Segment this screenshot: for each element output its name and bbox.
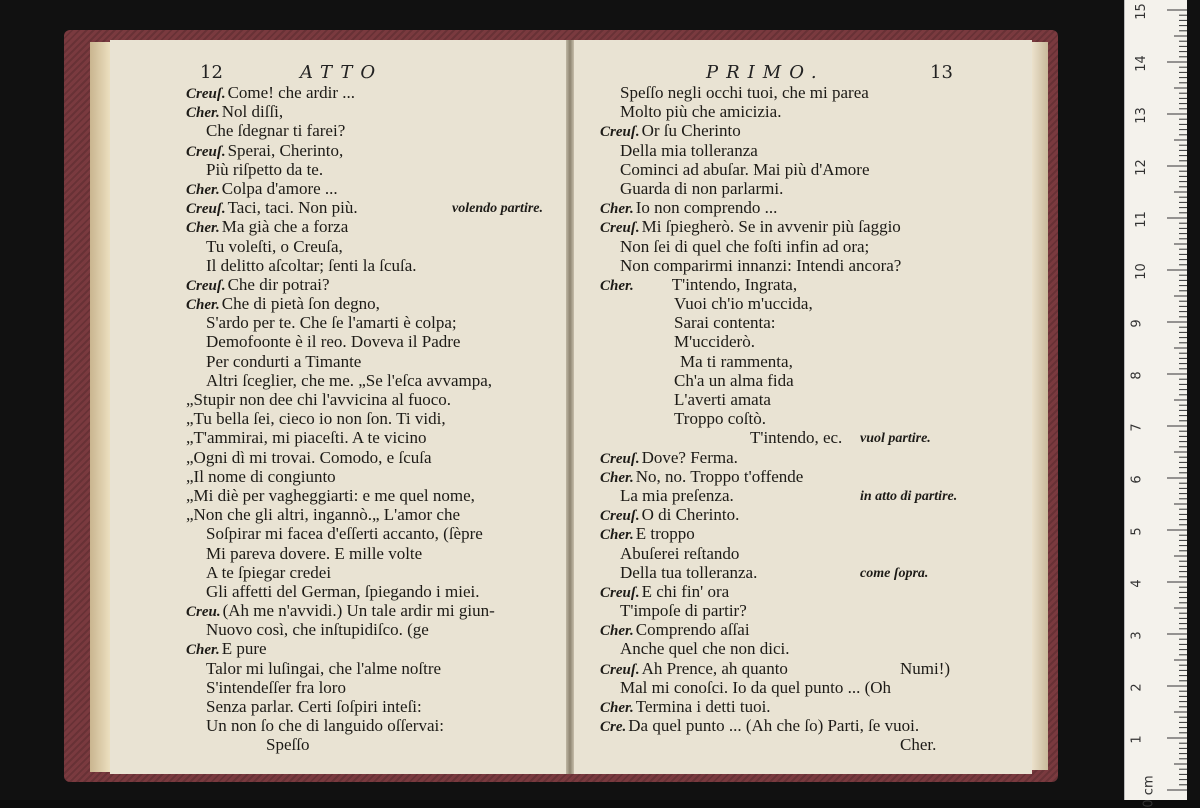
text-line <box>600 563 1030 582</box>
text-line <box>186 332 566 351</box>
ruler-label: 10 <box>1133 263 1149 280</box>
aside-text: Numi!) <box>900 658 951 678</box>
verse-text: Nol diſſi, <box>221 102 284 122</box>
verse-text: Che ſdegnar ti farei? <box>206 121 346 141</box>
text-line <box>186 121 566 140</box>
text-line <box>600 217 1030 236</box>
ruler-label: 2 <box>1129 683 1145 692</box>
verse-text: Della tua tolleranza. <box>620 562 758 582</box>
text-line <box>600 524 1030 543</box>
verse-text: T'intendo, ec. <box>750 428 843 448</box>
speaker-name: Creu. <box>186 604 221 621</box>
verse-text: (Ah me n'avvidi.) Un tale ardir mi giun- <box>222 601 495 621</box>
speaker-name: Cher. <box>186 642 220 659</box>
verse-text: „Stupir non dee chi l'avvicina al fuoco. <box>186 390 452 409</box>
verse-text: S'ardo per te. Che ſe l'amarti è colpa; <box>206 313 457 333</box>
text-line <box>186 102 566 121</box>
verse-text: „Non che gli altri, ingannò.„ L'amor che <box>186 505 461 525</box>
text-line <box>600 544 1030 563</box>
speaker-name: Creuſ. <box>600 584 640 601</box>
verse-text: Anche quel che non dici. <box>620 639 790 659</box>
ruler-label: 6 <box>1129 475 1145 484</box>
verse-text: Vuoi ch'io m'uccida, <box>674 294 813 314</box>
text-line <box>186 678 566 697</box>
verse-text: Taci, taci. Non più. <box>227 198 358 218</box>
verse-text: Io non comprendo ... <box>635 198 778 218</box>
measurement-ruler <box>1124 0 1187 808</box>
ruler-label: 4 <box>1129 579 1145 588</box>
verse-text: Altri ſceglier, che me. „Se l'eſca avvampa, <box>206 370 493 390</box>
speaker-name: Cher. <box>600 623 634 640</box>
ruler-label: 14 <box>1133 55 1149 72</box>
speaker-name: Creuſ. <box>186 86 226 102</box>
text-line <box>600 659 1030 678</box>
verse-text: Mi pareva dovere. E mille volte <box>206 543 423 563</box>
verse-text: Colpa d'amore ... <box>221 178 338 198</box>
speaker-name: Creuſ. <box>600 124 640 141</box>
text-line <box>600 582 1030 601</box>
verse-text: Mi ſpiegherò. Se in avvenir più ſaggio <box>641 217 901 237</box>
text-line <box>600 179 1030 198</box>
speaker-name: Creuſ. <box>186 277 226 294</box>
text-line <box>186 179 566 198</box>
verse-text: Un non ſo che di languido oſſervai: <box>206 716 444 736</box>
left-running-title: ATTO <box>300 62 384 83</box>
text-line <box>186 390 566 409</box>
verse-text: Non comparirmi innanzi: Intendi ancora? <box>620 255 902 275</box>
verse-text: „Il nome di congiunto <box>186 466 336 486</box>
speaker-name: Cre. <box>600 719 627 736</box>
speaker-name: Cher. <box>186 297 220 314</box>
verse-text: Più riſpetto da te. <box>206 159 324 179</box>
verse-text: A te ſpiegar credei <box>206 562 332 582</box>
stage-direction: volendo partire. <box>452 201 543 217</box>
ruler-label: 11 <box>1133 211 1149 228</box>
speaker-name: Creuſ. <box>600 450 640 467</box>
text-line <box>600 121 1030 140</box>
verse-text: S'intendeſſer fra loro <box>206 677 346 697</box>
text-line <box>600 313 1030 332</box>
stage-direction: vuol partire. <box>860 431 931 447</box>
verse-text: Ch'a un alma fida <box>674 370 794 390</box>
text-line <box>186 735 566 754</box>
verse-text: „Mi diè per vagheggiarti: e me quel nome, <box>186 485 475 505</box>
text-line <box>186 294 566 313</box>
verse-text: Mal mi conoſci. Io da quel punto ... (Oh <box>620 677 892 697</box>
text-line <box>600 332 1030 351</box>
verse-text: Sarai contenta: <box>674 313 776 333</box>
verse-text: Nuovo così, che inſtupidiſco. (ge <box>206 620 429 640</box>
verse-text: No, no. Troppo t'offende <box>635 466 804 486</box>
text-line <box>186 620 566 639</box>
verse-text: Abuſerei reſtando <box>620 543 740 563</box>
text-line <box>186 486 566 505</box>
verse-text: Il delitto aſcoltar; ſenti la ſcuſa. <box>206 255 417 275</box>
text-line <box>600 237 1030 256</box>
text-line <box>600 735 1030 754</box>
verse-text: Che di pietà ſon degno, <box>221 294 380 314</box>
ruler-label: 8 <box>1129 371 1145 380</box>
text-line <box>186 582 566 601</box>
verse-text: Sperai, Cherinto, <box>227 140 344 160</box>
verse-text: E troppo <box>635 524 695 544</box>
verse-text: Ah Prence, ah quanto <box>641 658 788 678</box>
text-line <box>186 716 566 735</box>
text-line <box>600 601 1030 620</box>
text-line <box>600 390 1030 409</box>
text-line <box>600 448 1030 467</box>
verse-text: Speſſo negli occhi tuoi, che mi parea <box>620 83 869 102</box>
text-line <box>600 371 1030 390</box>
text-line <box>186 83 566 102</box>
ruler-label: 1 <box>1129 735 1145 744</box>
text-line <box>600 505 1030 524</box>
verse-text: Demofoonte è il reo. Doveva il Padre <box>206 332 461 352</box>
verse-text: Termina i detti tuoi. <box>635 697 771 716</box>
speaker-name: Creuſ. <box>600 508 640 525</box>
speaker-name: Creuſ. <box>186 201 226 218</box>
verse-text: M'ucciderò. <box>674 332 755 352</box>
text-line <box>600 716 1030 735</box>
speaker-name: Cher. <box>600 201 634 218</box>
verse-text: Molto più che amicizia. <box>620 102 782 122</box>
ruler-label: 12 <box>1133 159 1149 176</box>
text-line <box>186 371 566 390</box>
text-line <box>186 198 566 217</box>
verse-text: E chi fin' ora <box>641 581 730 601</box>
verse-text: Or ſu Cherinto <box>641 121 741 141</box>
verse-text: Da quel punto ... (Ah che ſo) Parti, ſe vuoi. <box>628 716 920 736</box>
right-page-number: 13 <box>930 62 953 83</box>
verse-text: Talor mi luſingai, che l'alme noſtre <box>206 658 442 678</box>
verse-text: Che dir potrai? <box>227 274 330 294</box>
speaker-name: Cher. <box>186 220 220 237</box>
text-line <box>186 141 566 160</box>
verse-text: Non ſei di quel che foſti infin ad ora; <box>620 236 870 256</box>
verse-text: Ma ti rammenta, <box>680 351 793 371</box>
text-line <box>186 428 566 447</box>
verse-text: La mia preſenza. <box>620 485 734 505</box>
text-line <box>186 256 566 275</box>
text-line <box>600 198 1030 217</box>
verse-text: Gli affetti del German, ſpiegando i miei. <box>206 581 480 601</box>
text-line <box>600 678 1030 697</box>
text-line <box>186 217 566 236</box>
verse-text: Della mia tolleranza <box>620 140 758 160</box>
text-line <box>600 620 1030 639</box>
text-line <box>600 256 1030 275</box>
text-line <box>186 275 566 294</box>
speaker-name: Cher. <box>600 700 634 716</box>
speaker-name: Creuſ. <box>600 661 640 678</box>
text-line <box>186 659 566 678</box>
text-line <box>186 409 566 428</box>
text-line <box>600 141 1030 160</box>
verse-text: „T'ammirai, mi piaceſti. A te vicino <box>186 428 427 448</box>
text-line <box>600 409 1030 428</box>
verse-text: Cominci ad abuſar. Mai più d'Amore <box>620 159 870 179</box>
verse-text: Comprendo aſſai <box>635 620 750 640</box>
text-line <box>186 352 566 371</box>
text-line <box>186 697 566 716</box>
verse-text: Soſpirar mi facea d'eſſerti accanto, (ſèpre <box>206 524 483 544</box>
right-running-title: PRIMO. <box>706 62 825 83</box>
verse-text: „Ogni dì mi trovai. Comodo, e ſcuſa <box>186 447 432 467</box>
verse-text: Dove? Ferma. <box>641 447 738 467</box>
text-line <box>186 563 566 582</box>
speaker-name: Cher. <box>600 277 634 294</box>
speaker-name: Cher. <box>600 527 634 544</box>
ruler-label: 3 <box>1129 631 1145 640</box>
verse-text: T'impoſe di partir? <box>620 601 747 621</box>
text-line <box>600 428 1030 447</box>
verse-text: T'intendo, Ingrata, <box>671 274 798 294</box>
ruler-label: 0 cm <box>1141 775 1157 808</box>
speaker-name: Cher. <box>600 469 634 486</box>
speaker-name: Cher. <box>186 181 220 198</box>
text-line <box>186 505 566 524</box>
text-line <box>600 275 1030 294</box>
speaker-name: Creuſ. <box>186 143 226 160</box>
text-line <box>186 524 566 543</box>
verse-text: O di Cherinto. <box>641 505 740 525</box>
ruler-label: 7 <box>1129 423 1145 432</box>
text-line <box>186 160 566 179</box>
verse-text: Guarda di non parlarmi. <box>620 178 784 198</box>
verse-text: L'averti amata <box>674 390 771 409</box>
speaker-name: Cher. <box>186 105 220 122</box>
text-line <box>600 639 1030 658</box>
speaker-name: Creuſ. <box>600 220 640 237</box>
ruler-label: 13 <box>1133 107 1149 124</box>
text-line <box>600 697 1030 716</box>
text-line <box>600 467 1030 486</box>
verse-text: Per condurti a Timante <box>206 351 362 371</box>
verse-text: Tu voleſti, o Creuſa, <box>206 236 343 256</box>
ruler-label: 9 <box>1129 319 1145 328</box>
ruler-label: 15 <box>1133 3 1149 20</box>
left-page-edges <box>90 42 112 772</box>
verse-text: E pure <box>221 639 267 659</box>
text-line <box>600 83 1030 102</box>
verse-text: Come! che ardir ... <box>227 83 356 102</box>
text-line <box>186 601 566 620</box>
text-line <box>186 639 566 658</box>
verse-text: Troppo coſtò. <box>674 409 766 429</box>
left-page-number: 12 <box>200 62 223 83</box>
text-line <box>600 160 1030 179</box>
text-line <box>186 544 566 563</box>
stage-direction: come ſopra. <box>860 565 929 581</box>
verse-text: „Tu bella ſei, cieco io non ſon. Ti vidi, <box>186 409 446 429</box>
stage-direction: in atto di partire. <box>860 488 958 504</box>
text-line <box>186 313 566 332</box>
text-line <box>186 467 566 486</box>
left-page-text <box>186 83 566 755</box>
book-gutter <box>566 40 574 774</box>
verse-text: Speſſo <box>266 735 310 755</box>
right-page-edges <box>1030 42 1048 770</box>
text-line <box>600 486 1030 505</box>
verse-text: Ma già che a forza <box>221 217 349 237</box>
text-line <box>600 102 1030 121</box>
verse-text: Cher. <box>900 735 937 755</box>
text-line <box>186 448 566 467</box>
text-line <box>600 352 1030 371</box>
text-line <box>600 294 1030 313</box>
right-page-text <box>600 83 1030 755</box>
ruler-label: 5 <box>1129 527 1145 536</box>
verse-text: Senza parlar. Certi ſoſpiri inteſi: <box>206 697 422 716</box>
text-line <box>186 237 566 256</box>
